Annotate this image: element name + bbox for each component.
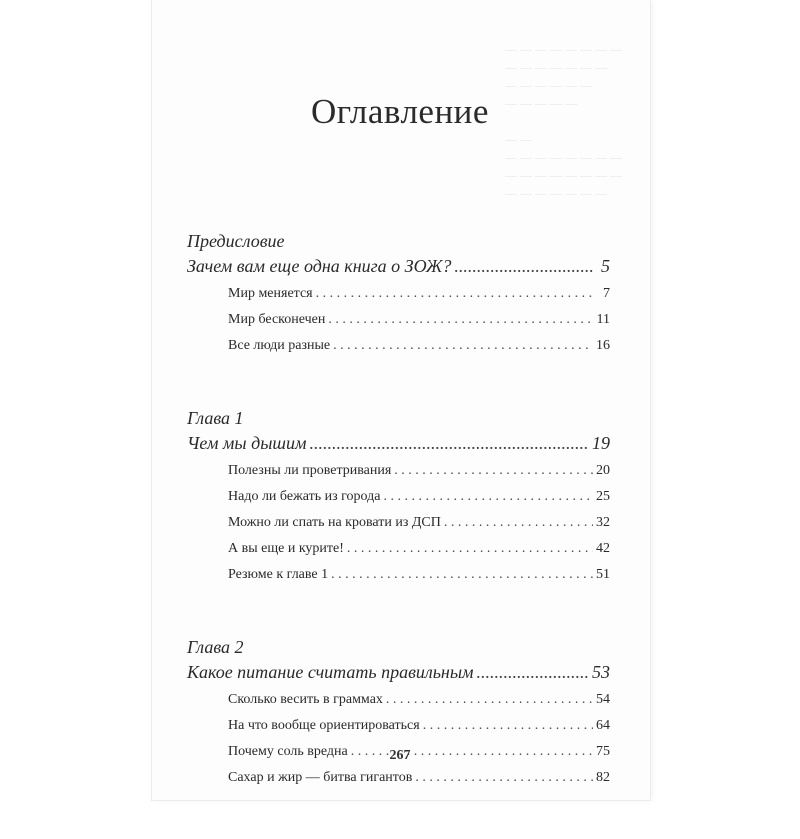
dot-leader	[309, 433, 589, 454]
entry-page-number: 54	[596, 692, 610, 707]
entry-title: Мир бесконечен	[228, 312, 326, 327]
chapter-entry[interactable]	[187, 433, 610, 461]
dot-leader	[477, 662, 589, 683]
toc-entry[interactable]	[187, 312, 610, 338]
section-label: Глава 1	[187, 408, 244, 428]
dot-leader	[331, 567, 593, 583]
dot-leader	[444, 515, 593, 531]
dot-leader	[386, 692, 593, 708]
section-label: Глава 2	[187, 637, 244, 657]
dot-leader	[328, 312, 593, 328]
toc-entry[interactable]	[187, 692, 610, 718]
chapter-title: Зачем вам еще одна книга о ЗОЖ?	[187, 256, 452, 276]
entry-page-number: 82	[596, 770, 610, 785]
entry-page-number: 25	[596, 489, 610, 504]
page-title: Оглавление	[311, 92, 489, 131]
entry-title: Можно ли спать на кровати из ДСП	[228, 515, 441, 530]
entry-title: Почему соль вредна	[228, 744, 348, 759]
toc-entry[interactable]	[187, 463, 610, 489]
entry-title: Резюме к главе 1	[228, 567, 329, 582]
toc-entry[interactable]	[187, 338, 610, 364]
entry-title: Мир меняется	[228, 286, 313, 301]
entry-page-number: 75	[596, 744, 610, 759]
dot-leader	[454, 256, 593, 277]
toc-entry[interactable]	[187, 515, 610, 541]
chapter-page-number: 5	[601, 256, 610, 276]
dot-leader	[333, 338, 593, 354]
toc-section	[187, 636, 610, 796]
chapter-page-number: 53	[592, 662, 610, 682]
toc-section	[187, 407, 610, 593]
entry-title: Полезны ли проветривания	[228, 463, 392, 478]
entry-page-number: 32	[596, 515, 610, 530]
toc-entry[interactable]	[187, 567, 610, 593]
entry-page-number: 42	[596, 541, 610, 556]
entry-title: А вы еще и курите!	[228, 541, 344, 556]
entry-title: Все люди разные	[228, 338, 331, 353]
toc-section	[187, 230, 610, 364]
dot-leader	[383, 489, 593, 505]
entry-title: На что вообще ориентироваться	[228, 718, 420, 733]
dot-leader	[316, 286, 593, 302]
chapter-title: Какое питание считать правильным	[187, 662, 474, 682]
entry-page-number: 11	[596, 312, 610, 327]
entry-title: Сколько весить в граммах	[228, 692, 383, 707]
entry-page-number: 20	[596, 463, 610, 478]
dot-leader	[423, 718, 593, 734]
entry-title: Сахар и жир — битва гигантов	[228, 770, 413, 785]
chapter-title: Чем мы дышим	[187, 433, 307, 453]
entry-page-number: 51	[596, 567, 610, 582]
chapter-entry[interactable]	[187, 662, 610, 690]
chapter-entry[interactable]	[187, 256, 610, 284]
section-label: Предисловие	[187, 231, 285, 251]
toc-entry[interactable]	[187, 770, 610, 796]
page-number: 267	[389, 748, 411, 763]
toc-entry[interactable]	[187, 286, 610, 312]
toc-entry[interactable]	[187, 541, 610, 567]
toc-entry[interactable]	[187, 489, 610, 515]
dot-leader	[394, 463, 593, 479]
dot-leader	[347, 541, 593, 557]
entry-page-number: 64	[596, 718, 610, 733]
dot-leader	[415, 770, 593, 786]
entry-page-number: 16	[596, 338, 610, 353]
entry-title: Надо ли бежать из города	[228, 489, 381, 504]
entry-page-number: 7	[603, 286, 610, 301]
chapter-page-number: 19	[592, 433, 610, 453]
toc-entry[interactable]	[187, 718, 610, 744]
